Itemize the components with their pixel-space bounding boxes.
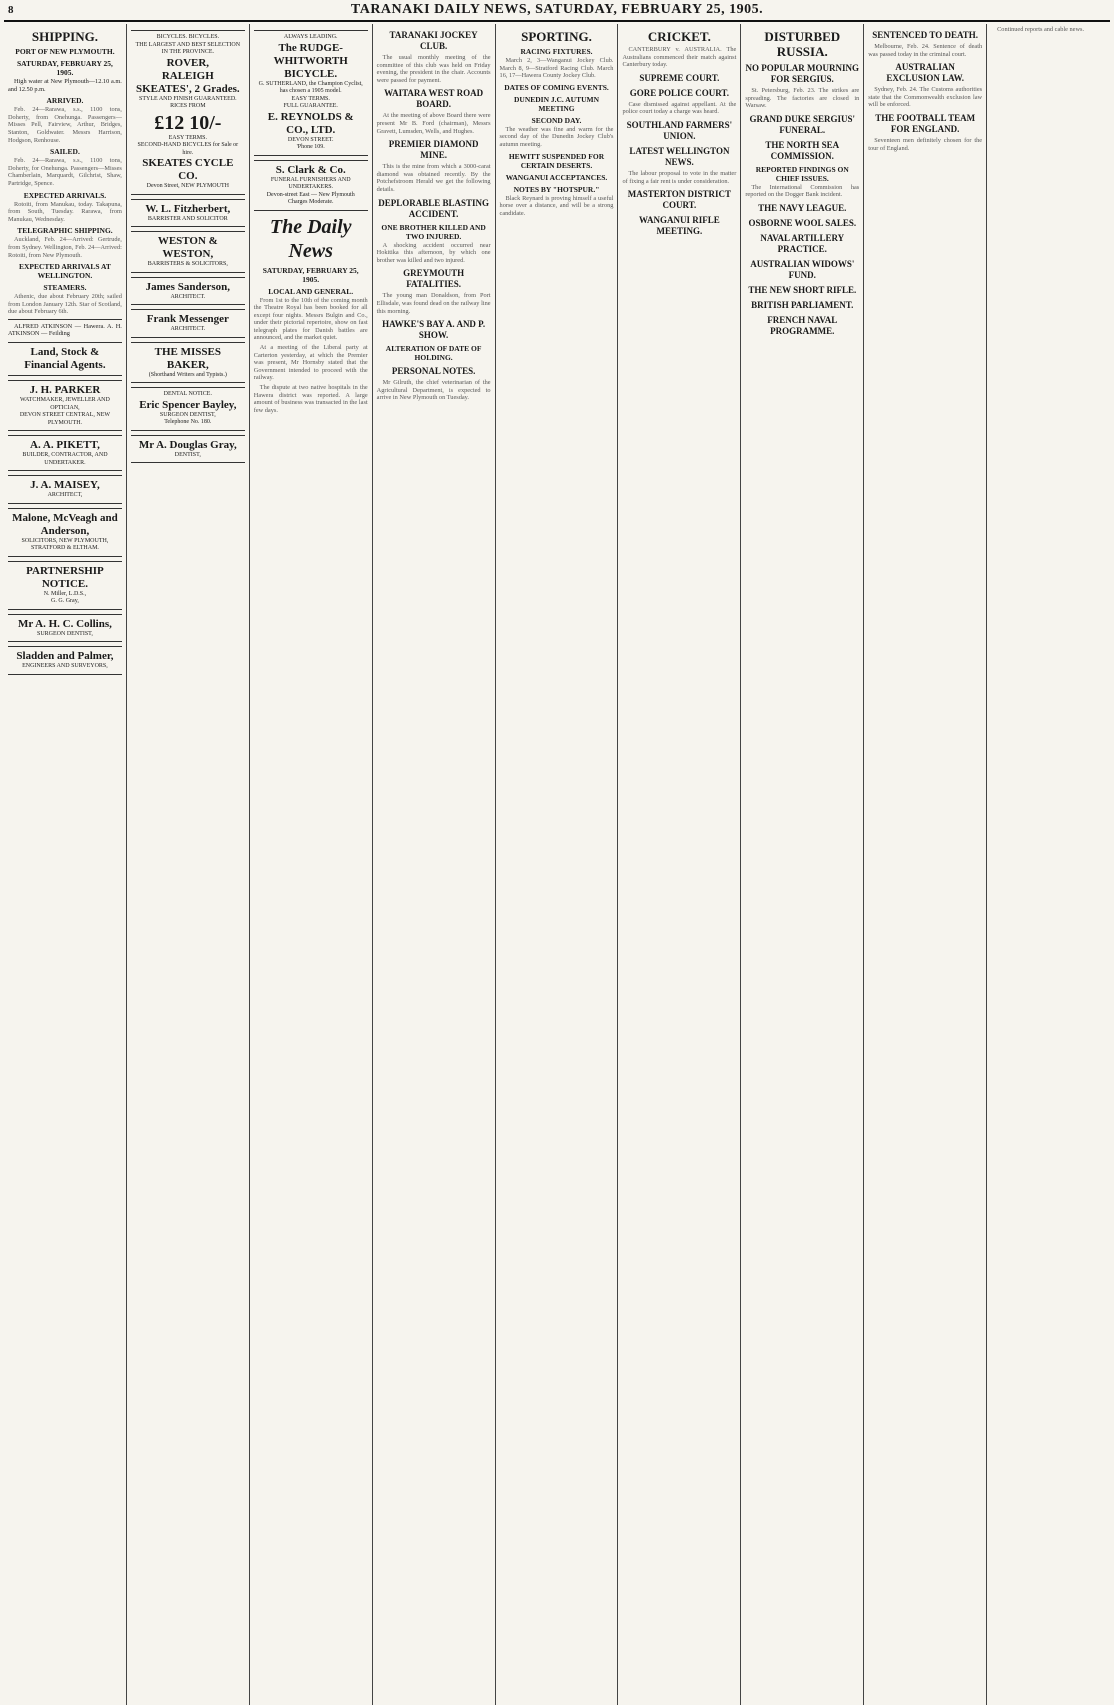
column-4 bbox=[373, 24, 496, 1705]
dental-notice-ad bbox=[131, 387, 245, 431]
gore-text: Case dismissed against appellant. At the police court today a charge was heard. bbox=[622, 100, 737, 116]
naval-artillery-heading: NAVAL ARTILLERY PRACTICE. bbox=[760, 232, 845, 254]
sanderson-trade: ARCHITECT. bbox=[170, 293, 206, 300]
malone-ad bbox=[8, 508, 122, 557]
pikett-trade: BUILDER, CONTRACTOR, AND UNDERTAKER. bbox=[22, 452, 108, 466]
north-sea-heading: THE NORTH SEA COMMISSION. bbox=[765, 139, 840, 161]
jockey-club-heading: TARANAKI JOCKEY CLUB. bbox=[389, 30, 478, 51]
exclusion-heading: AUSTRALIAN EXCLUSION LAW. bbox=[886, 62, 965, 84]
price-label: £12 10/- bbox=[154, 111, 222, 134]
bayley-name: Eric Spencer Bayley, bbox=[139, 398, 237, 411]
dental-notice: DENTAL NOTICE. bbox=[163, 391, 212, 397]
column-7 bbox=[741, 24, 864, 1705]
sladden-name: Sladden and Palmer, bbox=[16, 650, 114, 663]
disturbed-heading: DISTURBED RUSSIA. bbox=[764, 29, 841, 59]
misses-baker-name: THE MISSES BAKER, bbox=[154, 345, 221, 371]
skeates-label: SKEATES', 2 Grades. bbox=[135, 82, 240, 95]
hawkes-sub: ALTERATION OF DATE OF HOLDING. bbox=[385, 344, 482, 363]
misses-baker-trade: (Shorthand Writers and Typists.) bbox=[148, 371, 227, 378]
short-rifle-heading: THE NEW SHORT RIFLE. bbox=[748, 284, 857, 295]
malone-name: Malone, McVeagh and Anderson, bbox=[12, 511, 118, 537]
fitzherbert-trade: BARRISTER AND SOLICITOR bbox=[147, 215, 228, 222]
local-text-3: The dispute at two native hospitals in the Hawera district was reported. A large amount of business was transacted in the last few days. bbox=[253, 384, 368, 414]
masthead bbox=[4, 0, 1110, 22]
messenger-ad bbox=[131, 309, 245, 338]
clark-ad bbox=[254, 160, 368, 211]
shipping-heading: SHIPPING. bbox=[31, 29, 98, 44]
port-line: PORT OF NEW PLYMOUTH. bbox=[15, 47, 115, 56]
premier-diamond-heading: PREMIER DIAMOND MINE. bbox=[388, 139, 479, 161]
sanderson-ad bbox=[131, 277, 245, 306]
southland-heading: SOUTHLAND FARMERS' UNION. bbox=[626, 119, 733, 141]
weston-name: WESTON & WESTON, bbox=[157, 235, 218, 260]
rover-label: ROVER, bbox=[166, 56, 210, 69]
bicycles-header: BICYCLES. BICYCLES. bbox=[156, 34, 220, 40]
second-day: SECOND DAY. bbox=[531, 115, 582, 125]
reynolds-address: DEVON STREET. bbox=[287, 136, 334, 143]
messenger-trade: ARCHITECT. bbox=[170, 326, 206, 332]
masthead-title: TARANAKI DAILY NEWS, SATURDAY, FEBRUARY 25, 1905. bbox=[350, 2, 764, 17]
wellington-heading: EXPECTED ARRIVALS AT WELLINGTON. bbox=[19, 262, 111, 281]
dates-coming: DATES OF COMING EVENTS. bbox=[504, 82, 609, 92]
high-water: High water at New Plymouth—12.10 a.m. and 12.50 p.m. bbox=[8, 78, 122, 93]
rudge-title: The RUDGE-WHITWORTH BICYCLE. bbox=[273, 41, 348, 80]
largest-selection: THE LARGEST AND BEST SELECTION IN THE PROVINCE. bbox=[135, 41, 241, 55]
local-general: LOCAL AND GENERAL. bbox=[268, 286, 354, 296]
arrived-text: Feb. 24—Rarawa, s.s., 1100 tons, Doherty, from Onehunga. Passengers—Misses Pell, Fairview, Arthur, Bridges, Stanton, Goldwater. Messrs Harrison, Hodgson, Renhouse. bbox=[8, 106, 122, 144]
always-leading: ALWAYS LEADING. bbox=[283, 34, 338, 40]
greymouth-text: The young man Donaldson, from Port Ellisdale, was found dead on the railway line this morning. bbox=[376, 292, 491, 315]
parker-address: DEVON STREET CENTRAL, NEW PLYMOUTH. bbox=[19, 412, 111, 426]
sentenced-text: Melbourne, Feb. 24. Sentence of death was passed today in the criminal court. bbox=[868, 43, 983, 58]
reynolds-phone: 'Phone 109. bbox=[296, 144, 325, 150]
fitzherbert-ad bbox=[131, 199, 245, 228]
osborne-heading: OSBORNE WOOL SALES. bbox=[748, 217, 857, 228]
football-heading: THE FOOTBALL TEAM FOR ENGLAND. bbox=[875, 112, 976, 134]
columns bbox=[4, 24, 1110, 1705]
column-2 bbox=[127, 24, 250, 1705]
racing-fixtures: RACING FIXTURES. bbox=[520, 47, 593, 56]
arrived-heading: ARRIVED. bbox=[46, 96, 84, 106]
douglas-gray-ad bbox=[131, 435, 245, 464]
notes-text: Black Reynard is proving himself a useful horse over a distance, and will be a strong candidate. bbox=[499, 194, 614, 217]
widows-heading: AUSTRALIAN WIDOWS' FUND. bbox=[750, 258, 855, 280]
sutherland-text: G. SUTHERLAND, the Champion Cyclist, has chosen a 1905 model. bbox=[258, 80, 363, 94]
rudge-ad bbox=[254, 30, 368, 156]
dunedin-heading: DUNEDIN J.C. AUTUMN MEETING bbox=[513, 94, 599, 113]
personal-text: Mr Gilruth, the chief veterinarian of the Agricultural Department, is expected to arrive in New Plymouth on Tuesday. bbox=[376, 379, 491, 402]
local-text-2: At a meeting of the Liberal party at Carterton yesterday, at which the Premier was present, Mr Hornsby stated that the Government intended to proceed with the railway. bbox=[253, 344, 368, 382]
sladden-trade: ENGINEERS AND SURVEYORS, bbox=[22, 663, 108, 670]
grand-duke-heading: GRAND DUKE SERGIUS' FUNERAL. bbox=[749, 113, 856, 135]
full-guarantee: FULL GUARANTEE. bbox=[283, 103, 338, 109]
skeates-co: SKEATES CYCLE CO. bbox=[142, 157, 234, 182]
clark-trade: FUNERAL FURNISHERS AND UNDERTAKERS. bbox=[270, 176, 351, 190]
greymouth-heading: GREYMOUTH FATALITIES. bbox=[403, 268, 465, 290]
bicycles-ad bbox=[131, 30, 245, 195]
column-8 bbox=[864, 24, 987, 1705]
premier-text: This is the mine from which a 3000-carat diamond was obtained recently. By the Potchefstroom Herald we get the following details. bbox=[376, 163, 491, 193]
easy-terms: EASY TERMS. bbox=[168, 134, 207, 141]
skeates-address: Devon Street, NEW PLYMOUTH bbox=[146, 183, 229, 189]
sailed-text: Feb. 24—Rarawa, s.s., 1100 tons, Doherty, for Onehunga. Passengers—Misses Chamberlain, Marquardt, Gilchrist, Shaw, Partridge, Spence. bbox=[8, 157, 122, 187]
clark-name: S. Clark & Co. bbox=[275, 163, 346, 176]
sladden-ad bbox=[8, 646, 122, 675]
masterton-heading: MASTERTON DISTRICT COURT. bbox=[627, 189, 732, 211]
wanganui-rifle-heading: WANGANUI RIFLE MEETING. bbox=[639, 215, 720, 237]
column-9 bbox=[987, 24, 1110, 1705]
style-finish: STYLE AND FINISH GUARANTEED. bbox=[138, 95, 237, 102]
raleigh-label: RALEIGH bbox=[161, 69, 214, 82]
partnership-title: PARTNERSHIP NOTICE. bbox=[26, 564, 104, 590]
parker-name: J. H. PARKER bbox=[29, 384, 101, 397]
clark-note: Charges Moderate. bbox=[287, 199, 334, 205]
land-agents-title: Land, Stock & Financial Agents. bbox=[24, 346, 106, 372]
british-parliament-heading: BRITISH PARLIAMENT. bbox=[751, 299, 854, 310]
pikett-ad bbox=[8, 435, 122, 471]
sailed-heading: SAILED. bbox=[50, 147, 80, 157]
column-5 bbox=[496, 24, 619, 1705]
weston-trade: BARRISTERS & SOLICITORS, bbox=[147, 261, 228, 267]
north-sea-text: The International Commission has reported on the Dogger Bank incident. bbox=[745, 183, 860, 199]
page-number: 8 bbox=[8, 4, 14, 16]
weston-ad bbox=[131, 231, 245, 273]
hawkes-heading: HAWKE'S BAY A. AND P. SHOW. bbox=[382, 319, 486, 341]
collins-trade: SURGEON DENTIST, bbox=[36, 630, 93, 637]
waitara-text: At the meeting of above Board there were present Mr B. Ford (chairman), Messrs Gravett, Lumsden, Wells, and Hughes. bbox=[376, 112, 491, 135]
deplorable-heading: DEPLORABLE BLASTING ACCIDENT. bbox=[378, 197, 489, 219]
clark-address: Devon-street East — New Plymouth bbox=[266, 191, 355, 198]
daily-news-banner: The Daily News bbox=[269, 215, 352, 262]
malone-trade: SOLICITORS, NEW PLYMOUTH, STRATFORD & ELTHAM. bbox=[21, 537, 109, 552]
reported-findings: REPORTED FINDINGS ON CHIEF ISSUES. bbox=[755, 164, 849, 183]
waitara-heading: WAITARA WEST ROAD BOARD. bbox=[384, 88, 484, 110]
collins-ad bbox=[8, 614, 122, 643]
disturbed-text: St. Petersburg, Feb. 23. The strikes are spreading. The factories are closed in Warsaw. bbox=[745, 87, 860, 110]
supreme-court-heading: SUPREME COURT. bbox=[639, 72, 720, 83]
personal-notes-heading: PERSONAL NOTES. bbox=[391, 366, 476, 377]
gore-heading: GORE POLICE COURT. bbox=[629, 87, 730, 98]
pikett-name: A. A. PIKETT, bbox=[30, 439, 100, 452]
easy-terms-3: EASY TERMS. bbox=[291, 95, 330, 102]
hewitt-heading: HEWITT SUSPENDED FOR CERTAIN DESERTS. bbox=[508, 151, 605, 170]
telegraphic-text: Auckland, Feb. 24—Arrived: Gertrude, from Sydney. Wellington, Feb. 24—Arrived: Rotoiti, from New Plymouth. bbox=[8, 236, 122, 259]
expected-heading: EXPECTED ARRIVALS. bbox=[23, 190, 107, 200]
wellington-text: The labour proposal to vote in the matter of fixing a fair rent is under consideration. bbox=[622, 169, 737, 185]
reynolds-name: E. REYNOLDS & CO., LTD. bbox=[267, 110, 354, 136]
cricket-heading: CRICKET. bbox=[647, 29, 711, 44]
no-popular-heading: NO POPULAR MOURNING FOR SERGIUS. bbox=[745, 63, 860, 84]
miller-name: N. Miller, L.D.S., bbox=[43, 590, 87, 597]
latest-wellington-heading: LATEST WELLINGTON NEWS. bbox=[629, 145, 730, 167]
partnership-ad bbox=[8, 561, 122, 610]
navy-league-heading: THE NAVY LEAGUE. bbox=[758, 202, 847, 213]
prices-from: RICES FROM bbox=[170, 103, 206, 109]
douglas-gray-trade: DENTIST, bbox=[174, 451, 201, 458]
fitzherbert-name: W. L. Fitzherbert, bbox=[145, 202, 231, 215]
misses-baker-ad bbox=[131, 342, 245, 384]
dunedin-text: The weather was fine and warm for the second day of the Dunedin Jockey Club's autumn meeting. bbox=[499, 125, 614, 148]
maisey-ad bbox=[8, 475, 122, 504]
column-9-text: Continued reports and cable news. bbox=[997, 26, 1085, 33]
telegraphic-heading: TELEGRAPHIC SHIPPING. bbox=[17, 226, 113, 236]
deplorable-text: A shocking accident occurred near Hokitika this afternoon, by which one brother was killed and two injured. bbox=[376, 241, 491, 264]
sentenced-heading: SENTENCED TO DEATH. bbox=[872, 30, 979, 40]
racing-text: March 2, 3—Wanganui Jockey Club. March 8, 9—Stratford Racing Club. March 16, 17—Hawera County Jockey Club. bbox=[499, 57, 614, 80]
divider bbox=[8, 319, 122, 320]
collins-name: Mr A. H. C. Collins, bbox=[17, 617, 112, 630]
douglas-gray-name: Mr A. Douglas Gray, bbox=[138, 438, 237, 451]
expected-text: Rotoiti, from Manukau, today. Takapuna, from South, Tuesday. Rarawa, from Manukau, Wednesday. bbox=[8, 200, 122, 223]
local-text: From 1st to the 10th of the coming month the Theatre Royal has been booked for all except four nights. Messrs Bulgin and Co., under their pictorial repertoire, show on fast telegraph plates for Danish battles are announced, and the market quiet. bbox=[253, 296, 368, 342]
land-agents-ad bbox=[8, 342, 122, 376]
newspaper-page bbox=[4, 0, 1110, 1705]
football-text: Seventeen men definitely chosen for the tour of England. bbox=[868, 136, 983, 152]
parker-ad bbox=[8, 380, 122, 431]
cricket-text: CANTERBURY v. AUSTRALIA. The Australians commenced their match against Canterbury today. bbox=[622, 46, 737, 69]
bayley-trade: SURGEON DENTIST, bbox=[159, 411, 216, 418]
messenger-name: Frank Messenger bbox=[146, 313, 229, 325]
agents-line: ALFRED ATKINSON — Hawera. A. H. ATKINSON — Feilding bbox=[8, 322, 122, 338]
parker-trade: WATCHMAKER, JEWELLER AND OPTICIAN, bbox=[20, 397, 110, 411]
date-line: SATURDAY, FEBRUARY 25, 1905. bbox=[17, 59, 113, 77]
french-naval-heading: FRENCH NAVAL PROGRAMME. bbox=[767, 314, 838, 336]
maisey-name: J. A. MAISEY, bbox=[30, 479, 100, 492]
steamers-heading: STEAMERS. bbox=[43, 283, 87, 293]
jockey-text: The usual monthly meeting of the committee of this club was held on Friday evening, the president in the chair. Accounts were passed for payment. bbox=[376, 54, 491, 84]
sanderson-name: James Sanderson, bbox=[145, 280, 230, 293]
sporting-heading: SPORTING. bbox=[521, 29, 592, 44]
hotspur-notes: NOTES BY "HOTSPUR." bbox=[513, 184, 600, 194]
column-1 bbox=[4, 24, 127, 1705]
deplorable-sub: ONE BROTHER KILLED AND TWO INJURED. bbox=[381, 222, 486, 241]
gray-name: G. G. Gray, bbox=[51, 598, 79, 605]
telephone: Telephone No. 180. bbox=[164, 419, 212, 425]
column-6 bbox=[618, 24, 741, 1705]
maisey-trade: ARCHITECT, bbox=[47, 492, 83, 499]
secondhand: SECOND-HAND BICYCLES for Sale or hire. bbox=[137, 142, 239, 156]
steamers-text: Athenic, due about February 20th; sailed from London January 12th. Star of Scotland, due about February 6th. bbox=[8, 293, 122, 316]
daily-date: SATURDAY, FEBRUARY 25, 1905. bbox=[262, 265, 359, 284]
exclusion-text: Sydney, Feb. 24. The Customs authorities state that the Commonwealth exclusion law will be enforced. bbox=[868, 86, 983, 109]
column-3 bbox=[250, 24, 373, 1705]
wanganui-acceptances: WANGANUI ACCEPTANCES. bbox=[505, 172, 608, 182]
